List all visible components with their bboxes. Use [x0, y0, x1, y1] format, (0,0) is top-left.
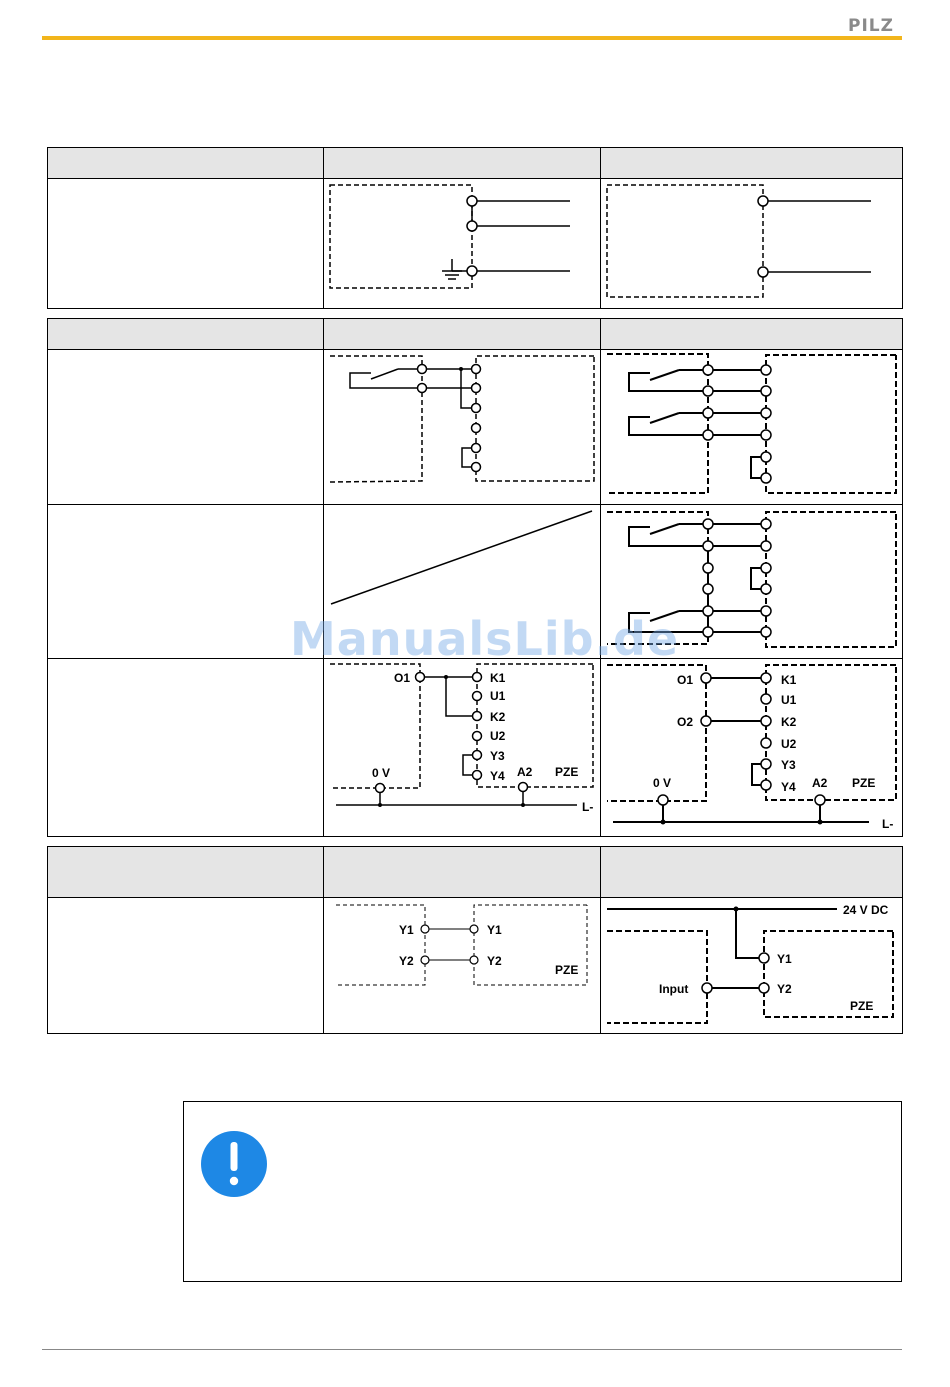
- label-k1: K1: [490, 671, 506, 685]
- label-k2: K2: [490, 710, 506, 724]
- label-o2: O2: [677, 715, 694, 729]
- label-u1: U1: [490, 689, 506, 703]
- label-y2-left: Y2: [399, 954, 414, 968]
- reset-diagram-dual: [601, 899, 902, 1033]
- label-a2: A2: [812, 776, 828, 790]
- label-u1: U1: [781, 693, 797, 707]
- supply-diagram-single: [324, 180, 600, 308]
- label-a2: A2: [517, 765, 533, 779]
- label-y3: Y3: [490, 749, 505, 763]
- feedback-diagram-single: [324, 659, 600, 836]
- label-k2: K2: [781, 715, 797, 729]
- watermark: ManualsLib.de: [290, 612, 680, 666]
- feedback-diagram-dual: [601, 659, 902, 836]
- label-pze: PZE: [555, 963, 579, 977]
- supply-diagram-dual: [601, 180, 902, 308]
- label-pze: PZE: [555, 765, 579, 779]
- label-l-minus: L-: [582, 800, 594, 814]
- label-k1: K1: [781, 673, 797, 687]
- footer-rule: [42, 1349, 902, 1350]
- label-input: Input: [659, 982, 689, 996]
- label-pze: PZE: [852, 776, 876, 790]
- label-y4: Y4: [490, 769, 505, 783]
- label-o1: O1: [394, 671, 411, 685]
- input-diagram-single: [324, 351, 600, 503]
- label-y3: Y3: [781, 758, 796, 772]
- label-y1: Y1: [777, 952, 792, 966]
- input-diagram-dual: [601, 351, 902, 503]
- label-y2-right: Y2: [487, 954, 502, 968]
- label-u2: U2: [781, 737, 797, 751]
- pilz-logo: PILZ: [848, 16, 894, 36]
- label-pze: PZE: [850, 999, 874, 1013]
- notice-box: [183, 1101, 902, 1282]
- label-y1-left: Y1: [399, 923, 414, 937]
- label-y4: Y4: [781, 780, 796, 794]
- label-24v-dc: 24 V DC: [843, 903, 889, 917]
- label-l-minus: L-: [882, 817, 894, 831]
- reset-diagram-single: [324, 899, 600, 1033]
- label-y2: Y2: [777, 982, 792, 996]
- label-0v: 0 V: [653, 776, 672, 790]
- header-accent-rule: [42, 36, 902, 40]
- label-y1-right: Y1: [487, 923, 502, 937]
- exclamation-icon: [197, 1126, 271, 1202]
- label-u2: U2: [490, 729, 506, 743]
- label-o1: O1: [677, 673, 694, 687]
- label-0v: 0 V: [372, 766, 391, 780]
